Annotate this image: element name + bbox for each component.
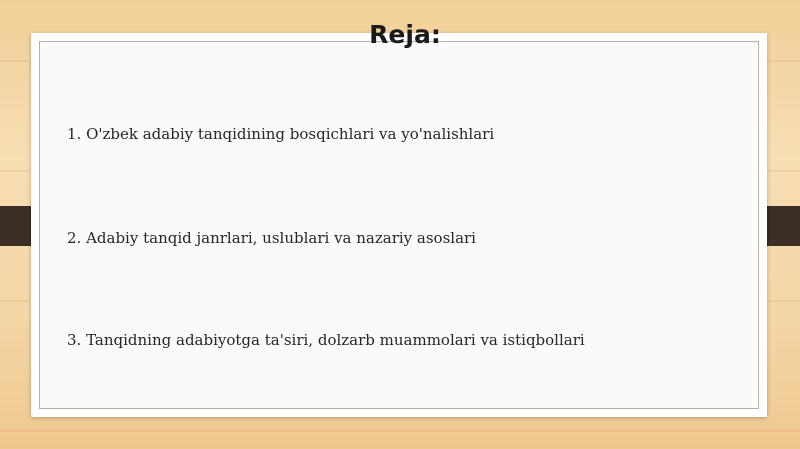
slide-inner-frame [39,41,759,409]
plan-item-3: 3. Tanqidning adabiyotga ta'siri, dolzarb muammolari va istiqbollari [67,331,585,349]
slide-title: Reja: [369,20,441,49]
plan-item-1: 1. O'zbek adabiy tanqidining bosqichlari va yo'nalishlari [67,125,495,143]
slide-card [31,33,767,417]
wood-streak [0,430,800,432]
plan-item-2: 2. Adabiy tanqid janrlari, uslublari va nazariy asoslari [67,229,476,247]
